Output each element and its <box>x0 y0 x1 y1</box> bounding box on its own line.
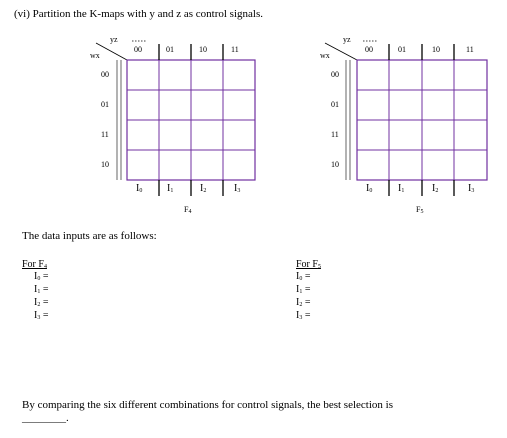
corner-wx-label: wx <box>320 51 330 60</box>
function-label-f5: F5 <box>416 205 424 215</box>
col-label: 11 <box>231 45 239 54</box>
input-label-i2: I2 <box>432 183 439 194</box>
input-label-i1: I1 <box>167 183 174 194</box>
input-label-i0: I0 <box>366 183 373 194</box>
page-title: (vi) Partition the K-maps with y and z as control signals. <box>14 8 263 20</box>
f5-i2-line: I2 = <box>296 297 311 308</box>
input-label-i2: I2 <box>200 183 207 194</box>
f5-i3-line: I3 = <box>296 310 311 321</box>
f5-i0-line: I0 = <box>296 271 311 282</box>
input-label-i3: I3 <box>234 183 241 194</box>
row-label: 10 <box>101 160 109 169</box>
corner-yz-label: yz <box>343 35 351 44</box>
row-label: 01 <box>101 100 109 109</box>
comparison-sentence: By comparing the six different combinations for control signals, the best selection is <box>22 399 393 411</box>
col-label: 00 <box>365 45 373 54</box>
f4-i3-line: I3 = <box>34 310 49 321</box>
data-inputs-heading: The data inputs are as follows: <box>22 230 157 242</box>
f5-i1-line: I1 = <box>296 284 311 295</box>
f4-i0-line: I0 = <box>34 271 49 282</box>
corner-yz-label: yz <box>110 35 118 44</box>
row-label: 00 <box>331 70 339 79</box>
input-label-i0: I0 <box>136 183 143 194</box>
col-label: 00 <box>134 45 142 54</box>
input-label-i3: I3 <box>468 183 475 194</box>
f4-i1-line: I1 = <box>34 284 49 295</box>
for-f4-heading: For F4 <box>22 259 47 270</box>
answer-blank: ________. <box>22 412 69 424</box>
input-label-i1: I1 <box>398 183 405 194</box>
row-label: 11 <box>101 130 109 139</box>
col-label: 10 <box>432 45 440 54</box>
col-label: 10 <box>199 45 207 54</box>
f4-i2-line: I2 = <box>34 297 49 308</box>
function-label-f4: F4 <box>184 205 192 215</box>
col-label: 01 <box>398 45 406 54</box>
col-label: 11 <box>466 45 474 54</box>
row-label: 01 <box>331 100 339 109</box>
row-label: 00 <box>101 70 109 79</box>
row-label: 10 <box>331 160 339 169</box>
row-label: 11 <box>331 130 339 139</box>
corner-wx-label: wx <box>90 51 100 60</box>
for-f5-heading: For F5 <box>296 259 321 270</box>
corner-diagonal <box>325 43 357 60</box>
col-label: 01 <box>166 45 174 54</box>
